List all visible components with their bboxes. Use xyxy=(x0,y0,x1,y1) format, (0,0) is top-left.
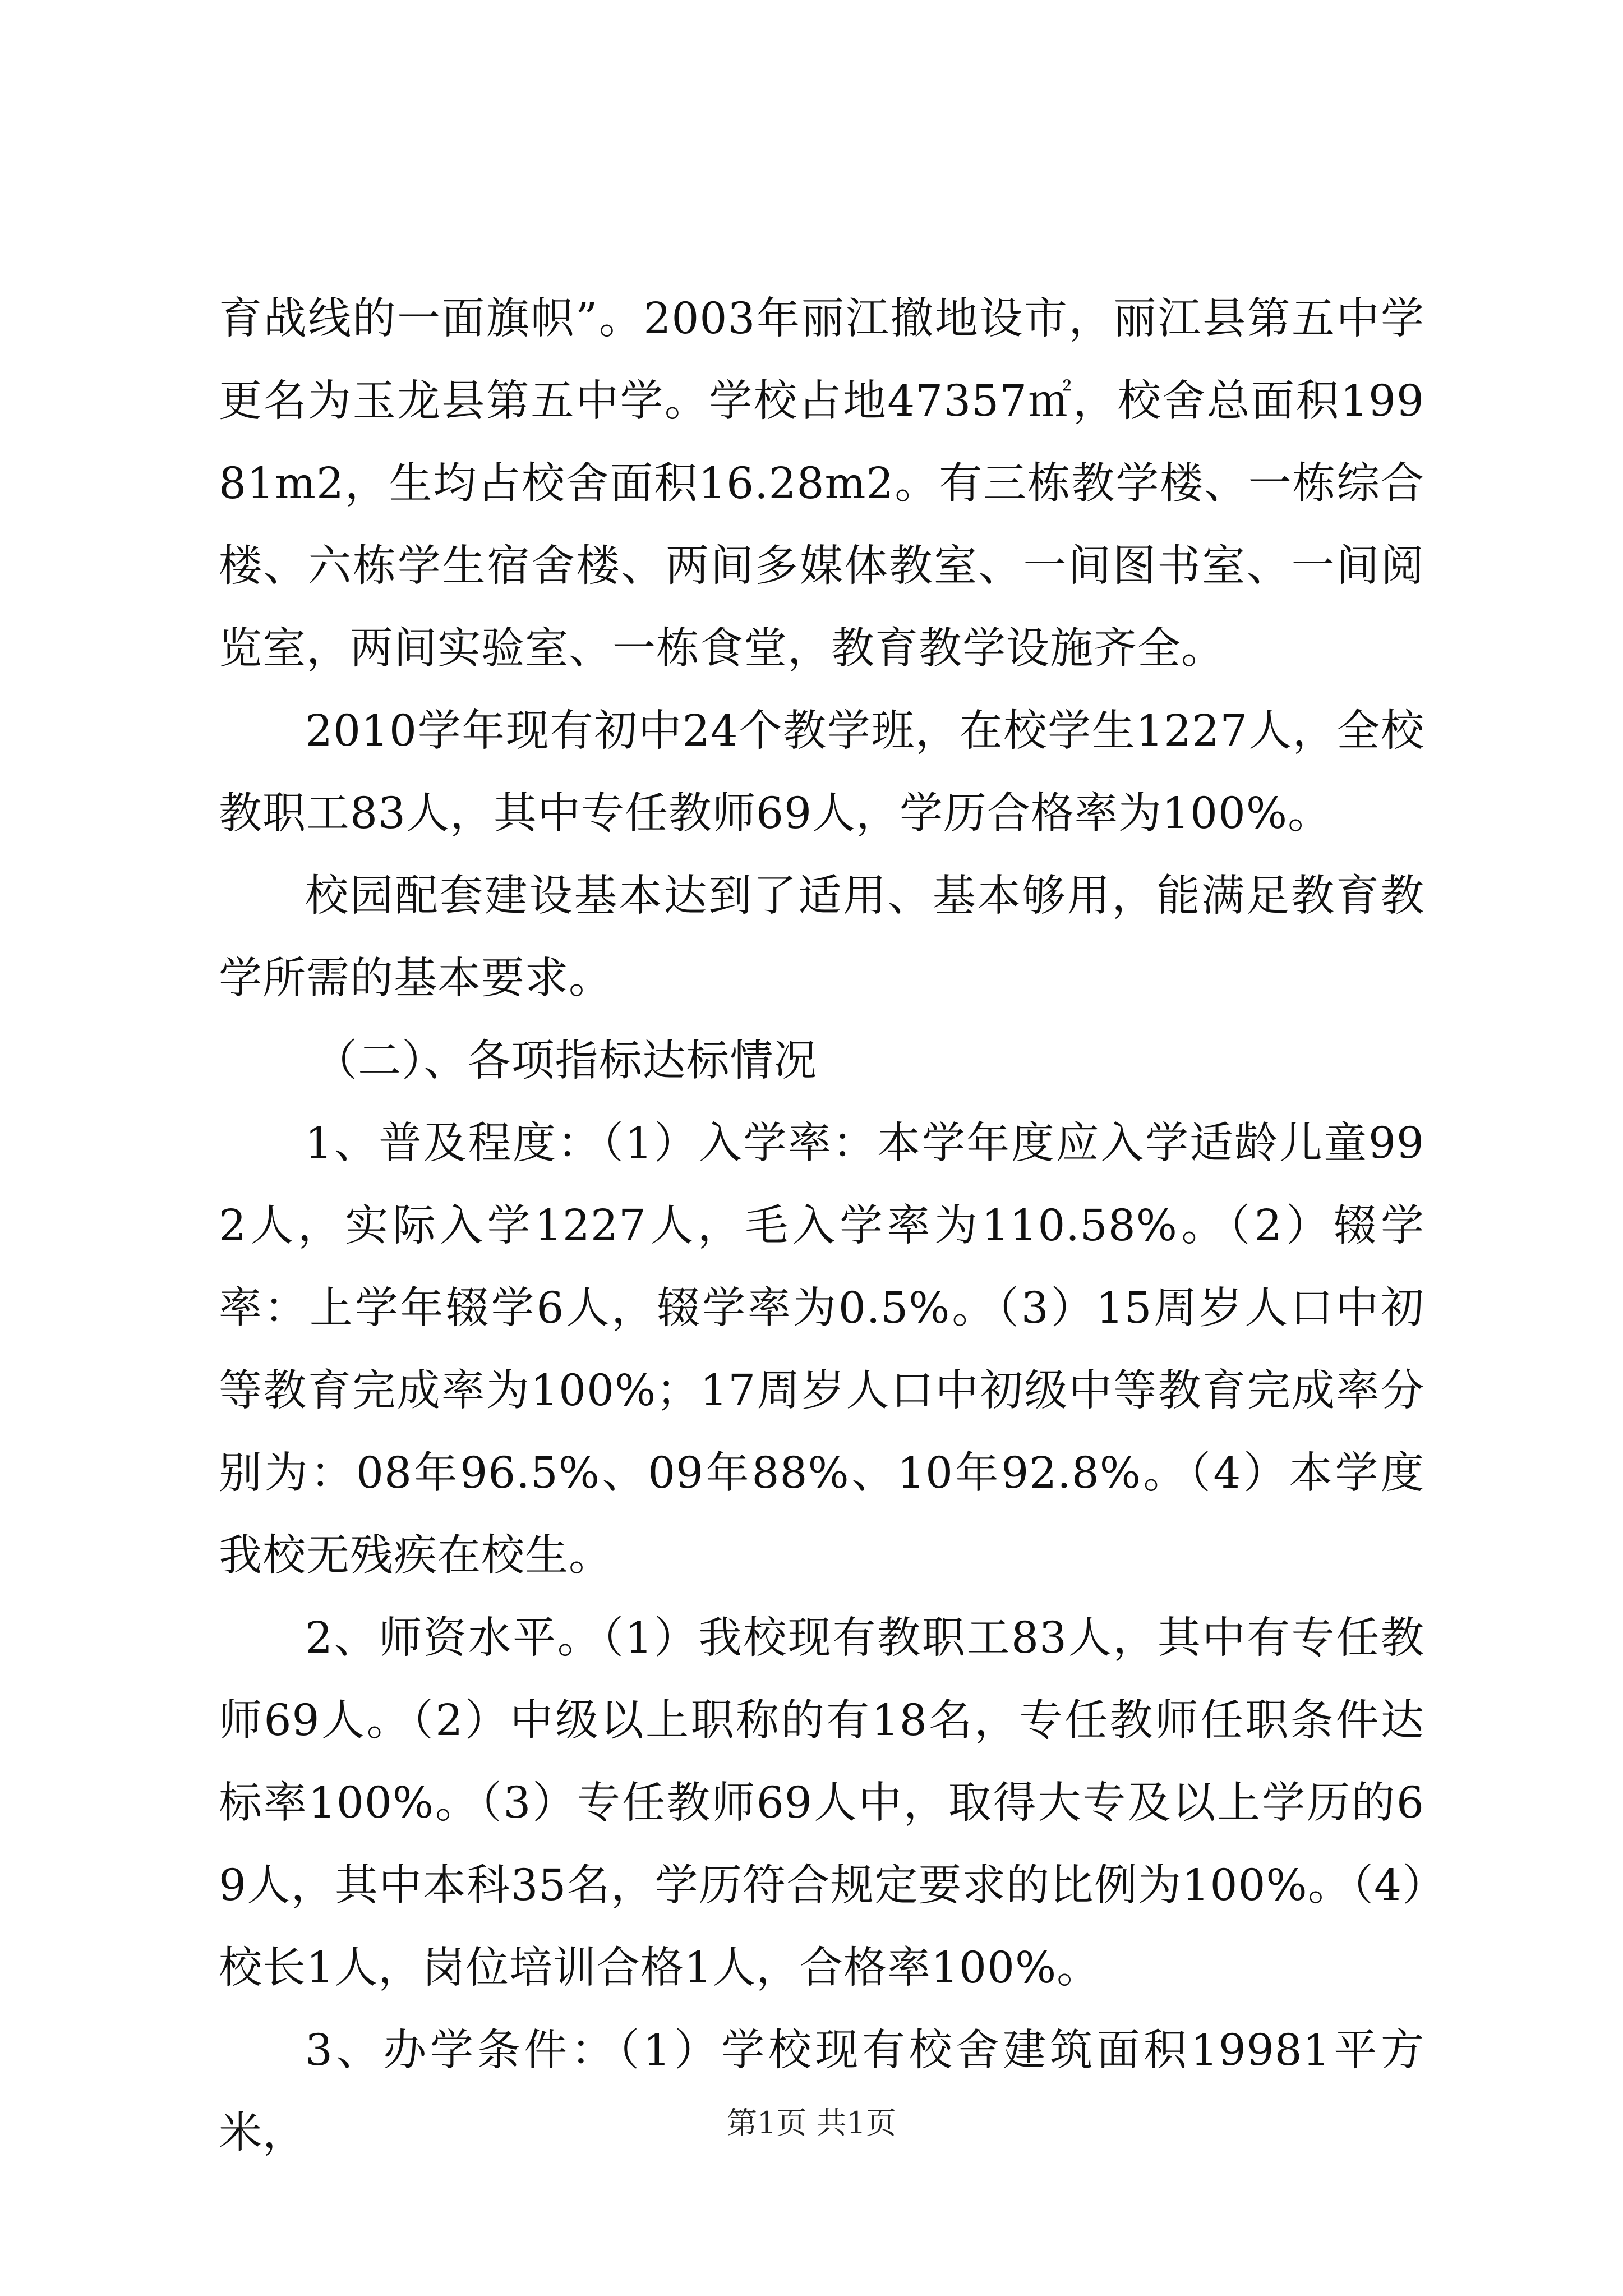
paragraph-enrollment-staff: 2010学年现有初中24个教学班，在校学生1227人，全校教职工83人，其中专任教师69人，学历合格率为100%。 xyxy=(219,706,1424,839)
page-footer: 第1页 共1页 xyxy=(727,2105,896,2141)
document-body xyxy=(219,278,1424,2174)
section-heading-indicators: （二）、各项指标达标情况 xyxy=(314,1036,818,1086)
paragraph-popularization: 1、普及程度：（1）入学率：本学年度应入学适龄儿童992人，实际入学1227人，毛入学率为110.58%。（2）辍学率：上学年辍学6人，辍学率为0.5%。（3）15周岁人口中初等教育完成率为100%；17周岁人口中初级中等教育完成率分别为：08年96.5%、09年88%、10年92.8%。（4）本学度我校无残疾在校生。 xyxy=(219,1119,1424,1581)
paragraph-school-conditions: 3、办学条件：（1）学校现有校舍建筑面积19981平方米， xyxy=(219,2026,1424,2158)
paragraph-campus-construction: 校园配套建设基本达到了适用、基本够用，能满足教育教学所需的基本要求。 xyxy=(219,871,1424,1004)
paragraph-school-facilities: 育战线的一面旗帜”。2003年丽江撤地设市，丽江县第五中学更名为玉龙县第五中学。学校占地47357㎡，校舍总面积19981m2，生均占校舍面积16.28m2。有三栋教学楼、一栋综合楼、六栋学生宿舍楼、两间多媒体教室、一间图书室、一间阅览室，两间实验室、一栋食堂，教育教学设施齐全。 xyxy=(219,294,1424,674)
paragraph-teacher-quality: 2、师资水平。（1）我校现有教职工83人，其中有专任教师69人。（2）中级以上职称的有18名，专任教师任职条件达标率100%。（3）专任教师69人中，取得大专及以上学历的69人，其中本科35名，学历符合规定要求的比例为100%。（4）校长1人，岗位培训合格1人，合格率100%。 xyxy=(219,1613,1424,1993)
